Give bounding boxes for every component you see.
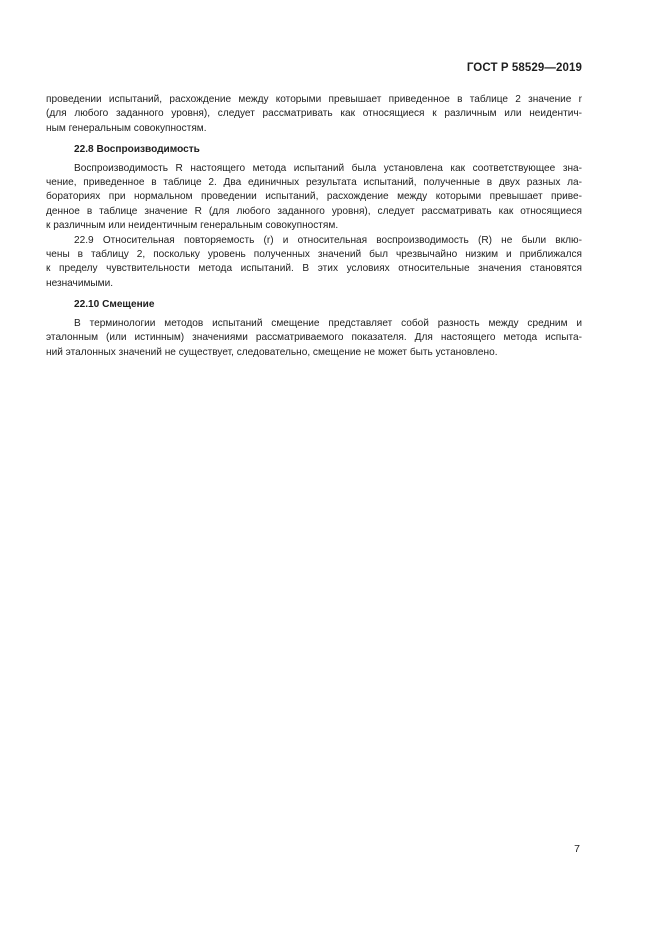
text-line: чение, приведенное в таблице 2. Два единичных результата испытаний, полученные в двух разных ла- xyxy=(46,177,582,189)
text-line: ний эталонных значений не существует, следовательно, смещение не может быть установлено. xyxy=(46,346,498,358)
text-line: (для любого заданного уровня), следует рассматривать как относящиеся к различным или неидентич- xyxy=(46,108,582,120)
section-heading-22-10: 22.10 Смещение xyxy=(74,299,155,311)
section-heading-22-8: 22.8 Воспроизводимость xyxy=(74,144,200,156)
text-line: к пределу чувствительности метода испытаний. В этих условиях относительные значения становятся xyxy=(46,263,582,275)
text-line: чены в таблицу 2, поскольку уровень полученных значений был чрезвычайно низким и приближался xyxy=(46,249,582,261)
text-line: эталонным (или истинным) значениями рассматриваемого показателя. Для настоящего метода испыта- xyxy=(46,332,582,344)
text-line: 22.9 Относительная повторяемость (r) и относительная воспроизводимость (R) не были вклю- xyxy=(74,234,582,246)
text-line: проведении испытаний, расхождение между которыми превышает приведенное в таблице 2 значение r xyxy=(46,94,582,105)
section-22-8-paragraph xyxy=(46,162,582,234)
text-line: бораториях при нормальном проведении испытаний, расхождение между которыми превышает приве- xyxy=(46,191,582,203)
section-22-9-paragraph xyxy=(46,234,582,292)
text-line: Воспроизводимость R настоящего метода испытаний была установлена как соответствующее зна- xyxy=(74,162,582,174)
page-body xyxy=(46,93,582,360)
text-line: В терминологии методов испытаний смещение представляет собой разность между средним и xyxy=(74,317,582,329)
text-line: к различным или неидентичным генеральным совокупностям. xyxy=(46,220,339,232)
page-number: 7 xyxy=(574,843,580,855)
intro-paragraph xyxy=(46,93,582,136)
text-line: денное в таблице значение R (для любого заданного уровня), следует рассматривать как относящиеся xyxy=(46,205,582,217)
section-22-10-paragraph xyxy=(46,317,582,360)
document-code-header: ГОСТ Р 58529—2019 xyxy=(466,62,582,74)
text-line: незначимыми. xyxy=(46,277,114,289)
text-line: ным генеральным совокупностям. xyxy=(46,122,207,134)
